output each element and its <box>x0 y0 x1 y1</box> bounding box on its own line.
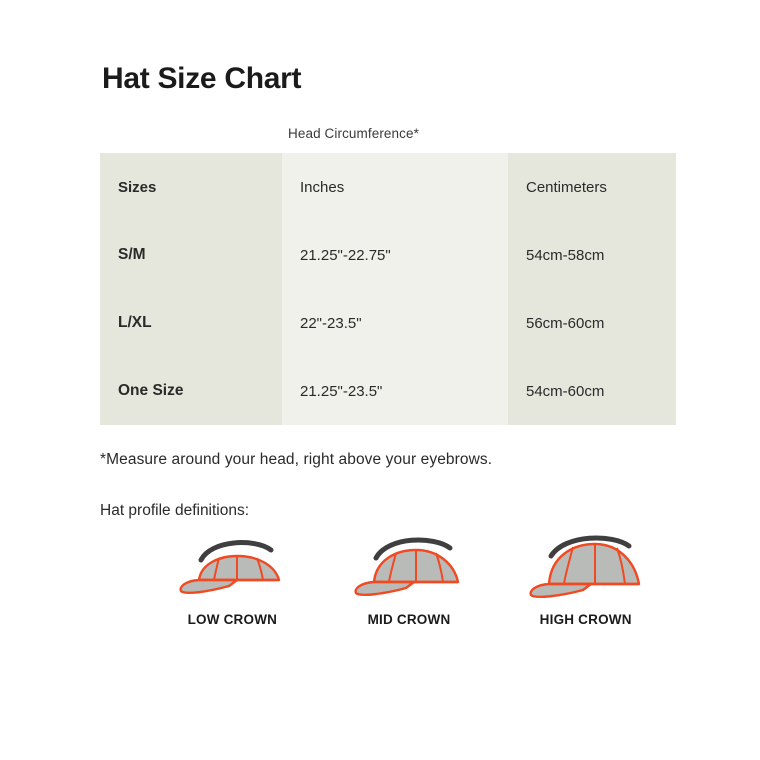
hat-profile-name: MID CROWN <box>367 612 451 627</box>
cell-size: S/M <box>100 221 282 289</box>
hat-profile-high-crown <box>511 534 660 627</box>
cap-high-crown-icon <box>511 534 660 610</box>
cell-inches: 21.25"-23.5" <box>282 357 508 425</box>
hat-profile-list <box>100 534 660 627</box>
table-row <box>100 289 676 357</box>
cell-centimeters: 56cm-60cm <box>508 289 676 357</box>
table-header-centimeters: Centimeters <box>508 153 676 221</box>
cell-centimeters: 54cm-58cm <box>508 221 676 289</box>
cap-mid-crown-icon <box>335 534 484 610</box>
cell-size: One Size <box>100 357 282 425</box>
table-row <box>100 221 676 289</box>
size-table <box>100 153 676 425</box>
hat-profile-mid-crown <box>335 534 484 627</box>
cell-inches: 21.25"-22.75" <box>282 221 508 289</box>
hat-profile-name: LOW CROWN <box>187 612 278 627</box>
table-header-sizes: Sizes <box>100 153 282 221</box>
cell-centimeters: 54cm-60cm <box>508 357 676 425</box>
head-circumference-caption: Head Circumference* <box>288 126 419 141</box>
hat-profile-low-crown <box>158 534 307 627</box>
table-header-row <box>100 153 676 221</box>
page-title: Hat Size Chart <box>102 62 302 95</box>
table-header-inches: Inches <box>282 153 508 221</box>
table-row <box>100 357 676 425</box>
hat-profile-name: HIGH CROWN <box>539 612 632 627</box>
cap-low-crown-icon <box>158 534 307 610</box>
size-table-section <box>100 126 660 425</box>
cell-size: L/XL <box>100 289 282 357</box>
cell-inches: 22"-23.5" <box>282 289 508 357</box>
hat-profile-label: Hat profile definitions: <box>100 502 250 519</box>
measure-note: *Measure around your head, right above your eyebrows. <box>100 451 493 468</box>
